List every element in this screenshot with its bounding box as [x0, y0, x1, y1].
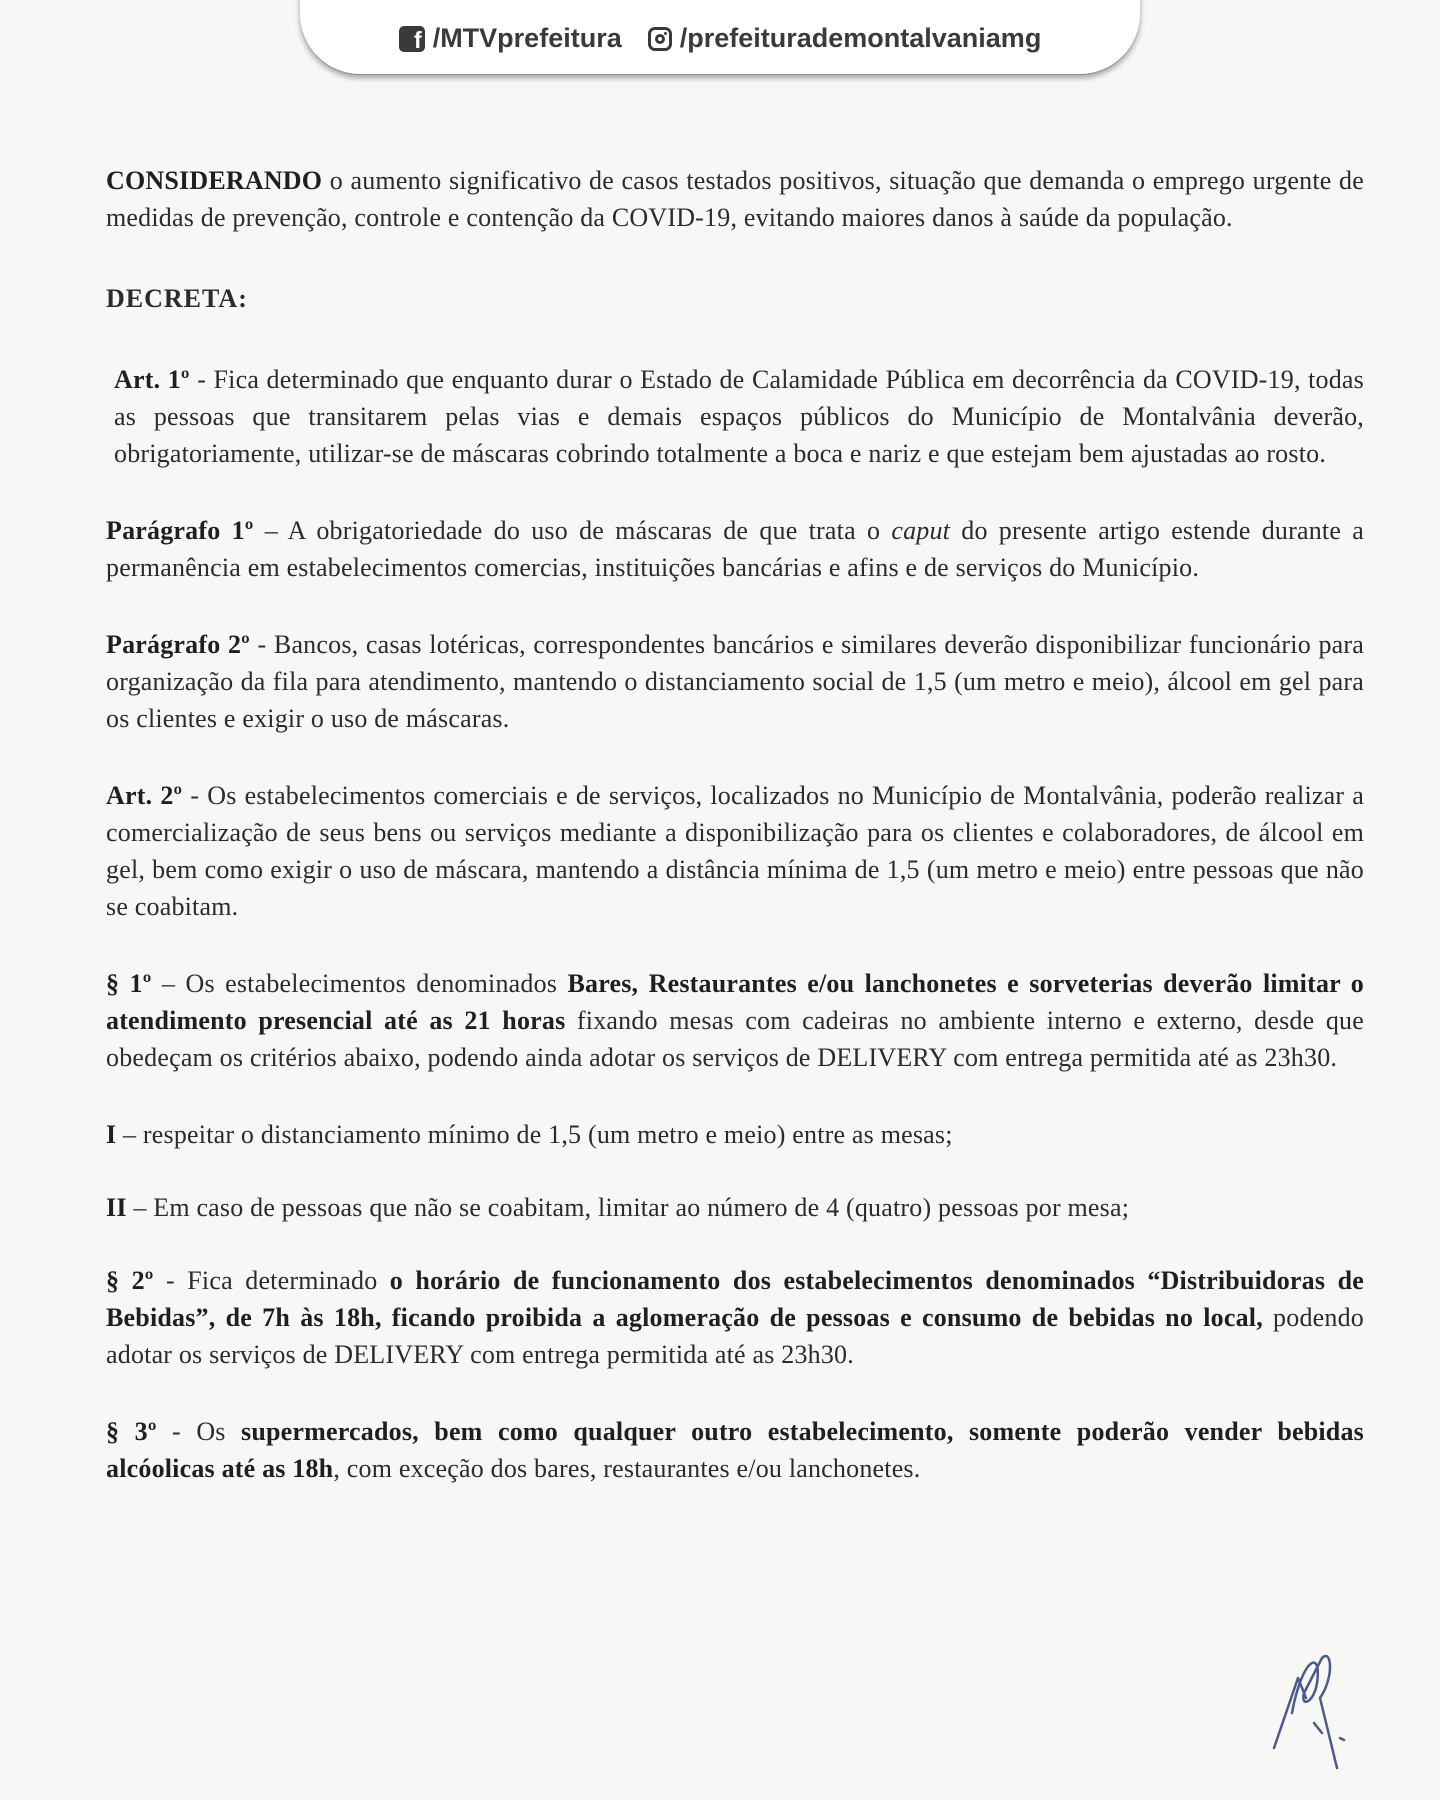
- section-2-bold: o horário de funcionamento dos estabelecimentos denominados “Distribuidoras de Bebidas”, de 7h às 18h, ficando proibida a aglomeração de pessoas e consumo de bebidas no local,: [106, 1266, 1364, 1332]
- article-1-lead: Art. 1º: [114, 365, 190, 394]
- decreta-heading: DECRETA:: [106, 284, 248, 313]
- signature-mark: [1262, 1638, 1352, 1778]
- paragraph-2-lead: Parágrafo 2º: [106, 630, 250, 659]
- section-1-text-a: – Os estabelecimentos denominados: [151, 969, 568, 998]
- paragraph-2-text: - Bancos, casas lotéricas, correspondentes bancários e similares deverão disponibilizar funcionário para organização da fila para atendimento, mantendo o distanciamento social de 1,5 (um metro e meio), álcool em gel para os clientes e exigir o uso de máscaras.: [106, 630, 1364, 733]
- facebook-link[interactable]: [399, 23, 622, 54]
- considerando-paragraph: [106, 162, 1364, 236]
- section-3-lead: § 3º: [106, 1417, 157, 1446]
- section-3: [106, 1413, 1364, 1487]
- facebook-handle: /MTVprefeitura: [432, 23, 622, 53]
- section-3-text-a: - Os: [156, 1417, 242, 1446]
- section-1-lead: § 1º: [106, 969, 152, 998]
- article-2-lead: Art. 2º: [106, 781, 183, 810]
- section-1: [106, 965, 1364, 1076]
- section-1-text-b: fixando mesas com cadeiras no ambiente interno e externo, desde que obedeçam os critérios abaixo, podendo ainda adotar os serviços de DELIVERY com entrega permitida até as 23h30.: [106, 1006, 1364, 1072]
- article-2: [106, 777, 1364, 925]
- facebook-icon: f: [399, 26, 425, 52]
- paragraph-1-text-b: do presente artigo estende durante a permanência em estabelecimentos comercias, instituições bancárias e afins e de serviços do Município.: [106, 516, 1364, 582]
- item-2: [106, 1189, 1364, 1226]
- paragraph-1: [106, 512, 1364, 586]
- social-header: [300, 0, 1140, 74]
- article-1-text: - Fica determinado que enquanto durar o Estado de Calamidade Pública em decorrência da COVID-19, todas as pessoas que transitarem pelas vias e demais espaços públicos do Município de Montalvânia deverão, obrigatoriamente, utilizar-se de máscaras cobrindo totalmente a boca e nariz e que estejam bem ajustadas ao rosto.: [114, 365, 1364, 468]
- paragraph-1-lead: Parágrafo 1º: [106, 516, 254, 545]
- section-3-text-b: , com exceção dos bares, restaurantes e/ou lanchonetes.: [333, 1454, 921, 1483]
- item-2-lead: II: [106, 1193, 127, 1222]
- considerando-lead: CONSIDERANDO: [106, 166, 323, 195]
- section-2: [106, 1262, 1364, 1373]
- instagram-icon: [648, 27, 672, 51]
- section-1-bold: Bares, Restaurantes e/ou lanchonetes e sorveterias deverão limitar o atendimento presencial até as 21 horas: [106, 969, 1364, 1035]
- section-2-lead: § 2º: [106, 1266, 154, 1295]
- paragraph-1-text-a: – A obrigatoriedade do uso de máscaras de que trata o: [253, 516, 892, 545]
- instagram-link[interactable]: [648, 23, 1042, 54]
- article-1: [106, 361, 1364, 472]
- paragraph-2: [106, 626, 1364, 737]
- item-1-lead: I: [106, 1120, 117, 1149]
- item-2-text: – Em caso de pessoas que não se coabitam, limitar ao número de 4 (quatro) pessoas por mesa;: [126, 1193, 1130, 1222]
- item-1: [106, 1116, 1364, 1153]
- instagram-handle: /prefeiturademontalvaniamg: [679, 23, 1042, 53]
- section-3-bold: supermercados, bem como qualquer outro estabelecimento, somente poderão vender bebidas alcóolicas até as 18h: [106, 1417, 1364, 1483]
- article-2-text: - Os estabelecimentos comerciais e de serviços, localizados no Município de Montalvânia, poderão realizar a comercialização de seus bens ou serviços mediante a disponibilização para os clientes e colaboradores, de álcool em gel, bem como exigir o uso de máscara, mantendo a distância mínima de 1,5 (um metro e meio) entre pessoas que não se coabitam.: [106, 781, 1365, 921]
- considerando-text: o aumento significativo de casos testados positivos, situação que demanda o emprego urgente de medidas de prevenção, controle e contenção da COVID-19, evitando maiores danos à saúde da população.: [106, 166, 1364, 232]
- section-2-text-b: podendo adotar os serviços de DELIVERY com entrega permitida até as 23h30.: [106, 1303, 1364, 1369]
- decree-document: [106, 162, 1364, 1527]
- caput-term: caput: [891, 516, 951, 545]
- item-1-text: – respeitar o distanciamento mínimo de 1,5 (um metro e meio) entre as mesas;: [116, 1120, 953, 1149]
- section-2-text-a: - Fica determinado: [153, 1266, 390, 1295]
